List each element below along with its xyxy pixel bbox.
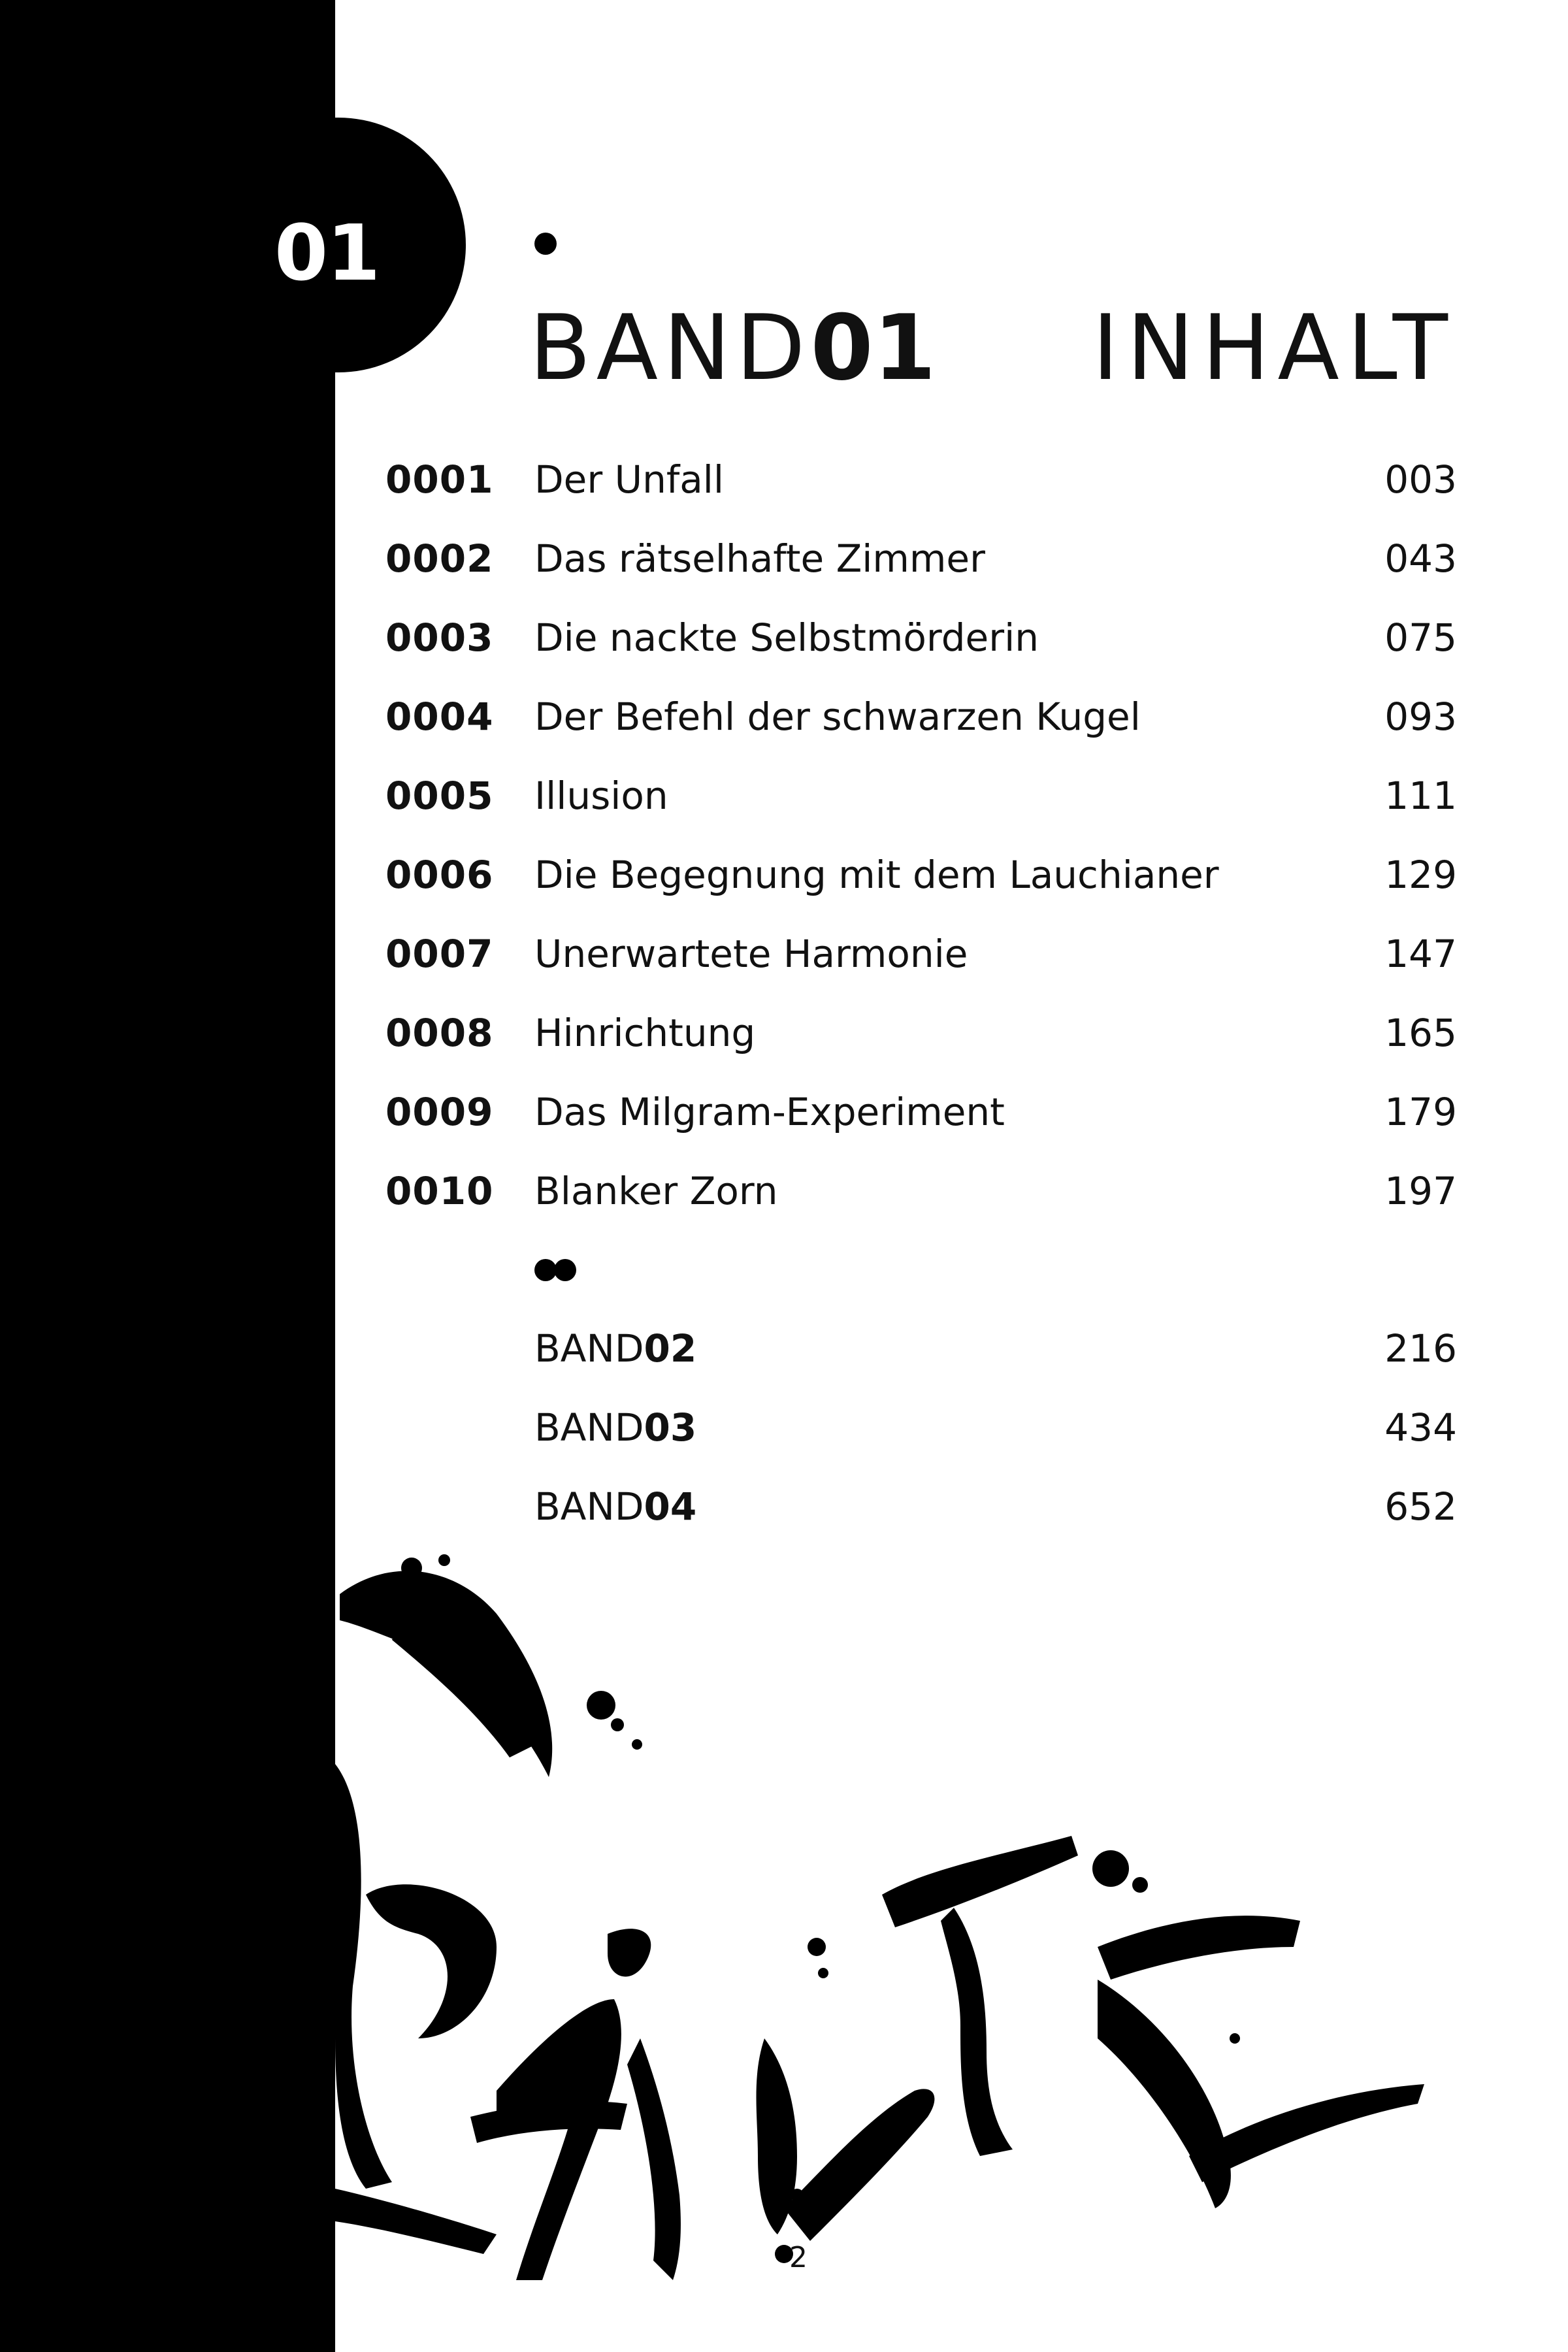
single-dot-marker bbox=[534, 233, 557, 255]
chapter-row bbox=[385, 615, 1457, 694]
volume-row bbox=[534, 1326, 1457, 1405]
chapter-page: 129 bbox=[1384, 853, 1457, 897]
chapter-page: 093 bbox=[1384, 694, 1457, 739]
chapter-number: 0008 bbox=[385, 1011, 494, 1055]
chapter-page: 111 bbox=[1384, 774, 1457, 818]
chapter-list bbox=[385, 457, 1457, 1248]
chapter-number: 0002 bbox=[385, 536, 494, 581]
chapter-row bbox=[385, 1090, 1457, 1169]
volume-name: BAND03 bbox=[534, 1405, 697, 1450]
chapter-page: 003 bbox=[1384, 457, 1457, 502]
chapter-page: 043 bbox=[1384, 536, 1457, 581]
volume-name: BAND04 bbox=[534, 1484, 697, 1529]
chapter-row bbox=[385, 457, 1457, 536]
chapter-title: Blanker Zorn bbox=[534, 1169, 778, 1213]
chapter-page: 179 bbox=[1384, 1090, 1457, 1134]
volume-badge-number: 01 bbox=[274, 208, 380, 298]
chapter-title: Hinrichtung bbox=[534, 1011, 756, 1055]
chapter-number: 0003 bbox=[385, 615, 494, 660]
chapter-title: Die Begegnung mit dem Lauchianer bbox=[534, 853, 1219, 897]
chapter-title: Die nackte Selbstmörderin bbox=[534, 615, 1039, 660]
chapter-number: 0009 bbox=[385, 1090, 494, 1134]
volume-list bbox=[534, 1326, 1457, 1563]
gantz-brush-logo bbox=[0, 1529, 1568, 2352]
chapter-number: 0004 bbox=[385, 694, 494, 739]
chapter-row bbox=[385, 853, 1457, 932]
chapter-title: Der Unfall bbox=[534, 457, 725, 502]
chapter-row bbox=[385, 932, 1457, 1011]
chapter-row bbox=[385, 536, 1457, 615]
page-number: 2 bbox=[789, 2241, 808, 2274]
volume-page: 216 bbox=[1384, 1326, 1457, 1371]
volume-row bbox=[534, 1405, 1457, 1484]
chapter-number: 0005 bbox=[385, 774, 494, 818]
heading-band-number: 01 bbox=[810, 295, 936, 400]
chapter-number: 0010 bbox=[385, 1169, 494, 1213]
chapter-page: 165 bbox=[1384, 1011, 1457, 1055]
chapter-title: Illusion bbox=[534, 774, 668, 818]
chapter-page: 075 bbox=[1384, 615, 1457, 660]
double-dot-marker bbox=[534, 1259, 574, 1285]
chapter-title: Das Milgram-Experiment bbox=[534, 1090, 1005, 1134]
contents-heading bbox=[529, 295, 1456, 400]
heading-band: BAND01 bbox=[529, 295, 936, 400]
chapter-title: Der Befehl der schwarzen Kugel bbox=[534, 694, 1141, 739]
chapter-number: 0007 bbox=[385, 932, 494, 976]
heading-contents: INHALT bbox=[1092, 295, 1456, 400]
chapter-title: Das rätselhafte Zimmer bbox=[534, 536, 985, 581]
chapter-page: 197 bbox=[1384, 1169, 1457, 1213]
chapter-row bbox=[385, 1169, 1457, 1248]
volume-page: 434 bbox=[1384, 1405, 1457, 1450]
chapter-number: 0001 bbox=[385, 457, 494, 502]
chapter-page: 147 bbox=[1384, 932, 1457, 976]
chapter-row bbox=[385, 694, 1457, 774]
chapter-row bbox=[385, 774, 1457, 853]
volume-page: 652 bbox=[1384, 1484, 1457, 1529]
chapter-number: 0006 bbox=[385, 853, 494, 897]
chapter-title: Unerwartete Harmonie bbox=[534, 932, 968, 976]
volume-name: BAND02 bbox=[534, 1326, 697, 1371]
chapter-row bbox=[385, 1011, 1457, 1090]
